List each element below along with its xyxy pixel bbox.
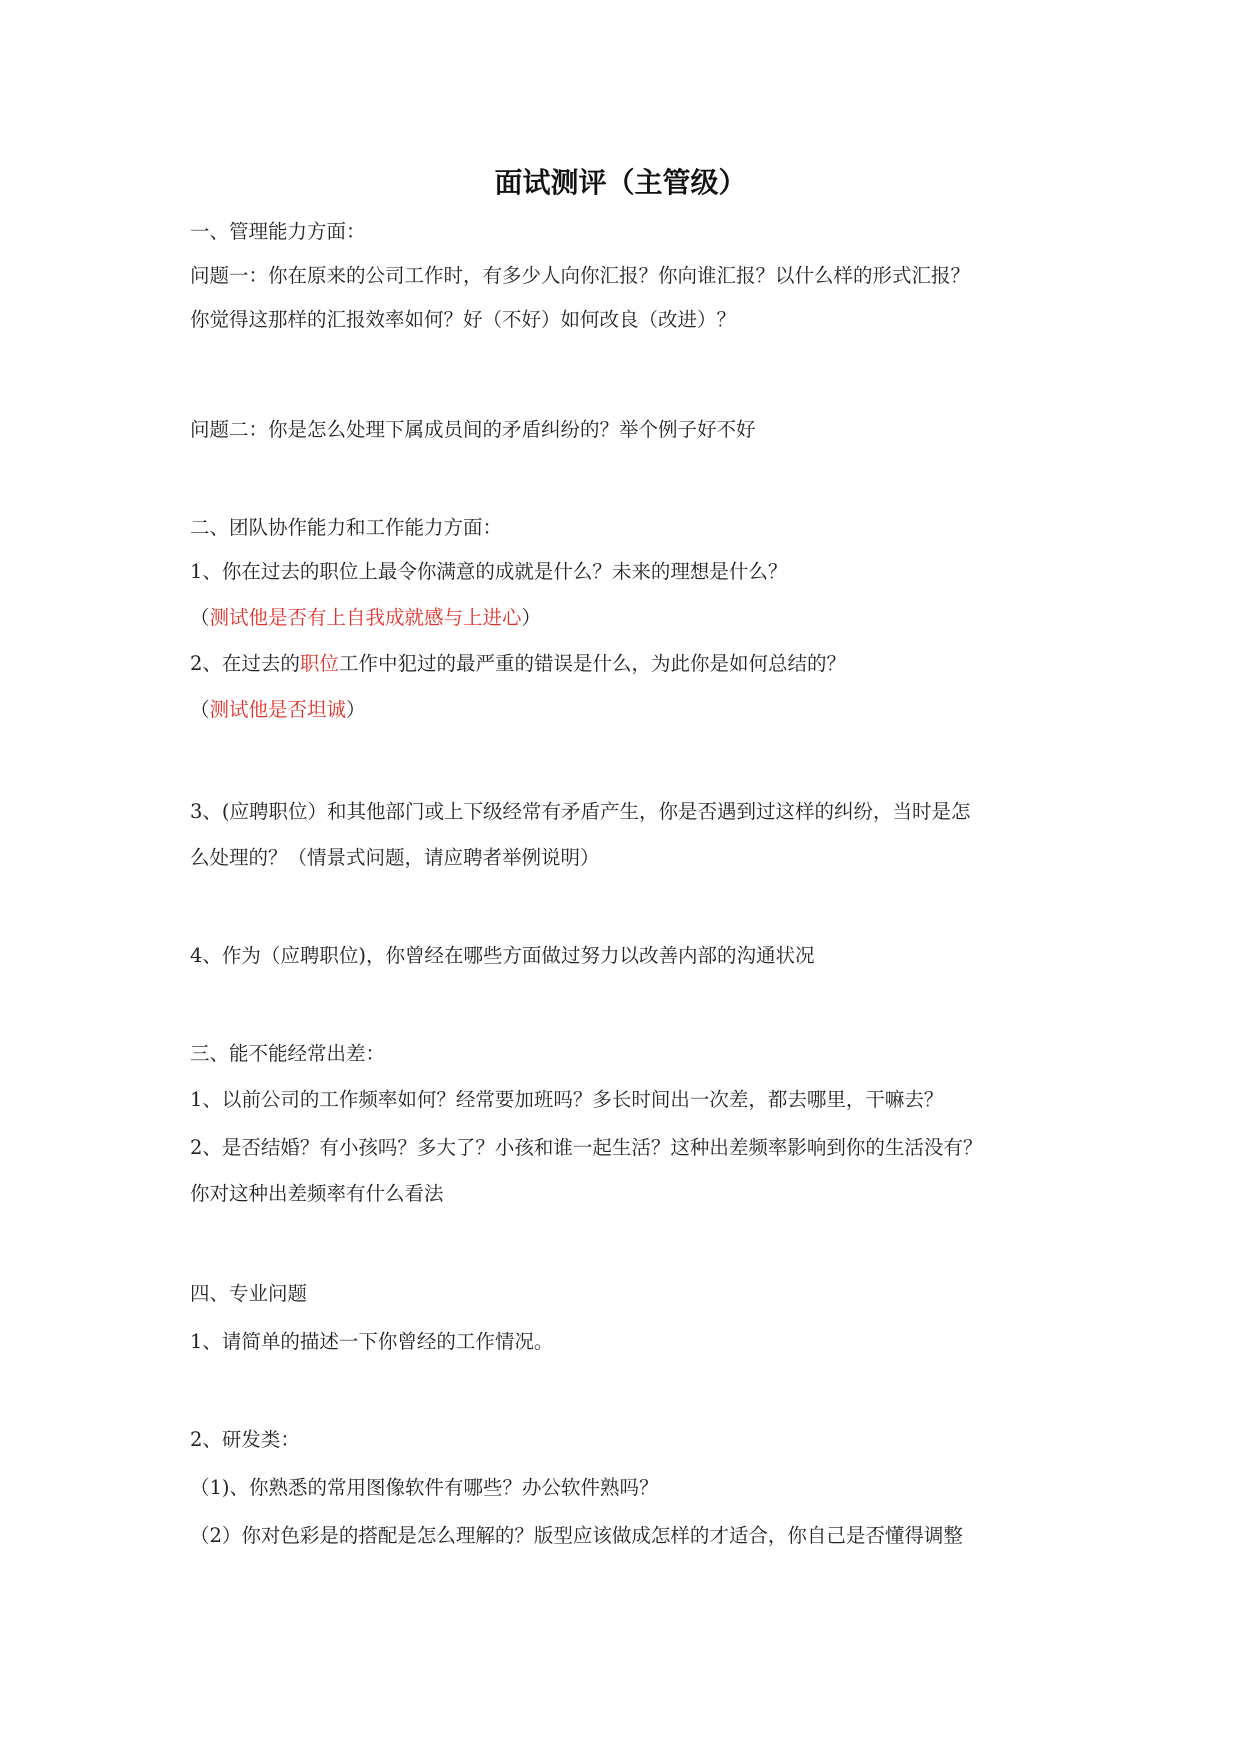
question-2-highlight: 职位 [299,652,339,675]
question-2-prefix: 2、在过去的 [190,652,300,675]
question-2-suffix: 工作中犯过的最严重的错误是什么，为此你是如何总结的？ [338,652,846,675]
professional-question-2-item-2: （2）你对色彩是的搭配是怎么理解的？版型应该做成怎样的才适合，你自己是否懂得调整 [190,1524,963,1547]
travel-question-1: 1、以前公司的工作频率如何？经常要加班吗？多长时间出一次差，都去哪里，干嘛去？ [190,1088,944,1111]
teamwork-question-3-line-1: 3、(应聘职位）和其他部门或上下级经常有矛盾产生，你是否遇到过这样的纠纷，当时是怎 [190,800,971,823]
note-open-paren: （ [190,698,210,721]
travel-question-2-line-2: 你对这种出差频率有什么看法 [190,1182,444,1205]
management-question-1-line-2: 你觉得这那样的汇报效率如何？好（不好）如何改良（改进）？ [190,308,737,331]
teamwork-question-2 [190,650,1070,678]
teamwork-question-2-note [190,696,1070,724]
section-heading-teamwork: 二、团队协作能力和工作能力方面： [190,516,503,539]
section-heading-travel: 三、能不能经常出差： [190,1042,386,1065]
management-question-2: 问题二：你是怎么处理下属成员间的矛盾纠纷的？举个例子好不好 [190,418,756,441]
note-highlight-text: 测试他是否有上自我成就感与上进心 [209,606,522,629]
section-heading-professional: 四、专业问题 [190,1282,308,1305]
professional-question-1: 1、请简单的描述一下你曾经的工作情况。 [190,1330,554,1353]
teamwork-question-4: 4、作为（应聘职位)，你曾经在哪些方面做过努力以改善内部的沟通状况 [190,944,815,967]
professional-question-2-heading: 2、研发类： [190,1428,300,1451]
teamwork-question-1: 1、你在过去的职位上最令你满意的成就是什么？未来的理想是什么？ [190,560,788,583]
section-heading-management: 一、管理能力方面： [190,220,366,243]
note-close-paren: ） [346,698,366,721]
teamwork-question-3-line-2: 么处理的？（情景式问题，请应聘者举例说明） [190,846,600,869]
note-highlight-text: 测试他是否坦诚 [209,698,347,721]
professional-question-2-item-1: （1)、你熟悉的常用图像软件有哪些？办公软件熟吗？ [190,1476,659,1499]
page-title: 面试测评（主管级） [494,166,747,199]
note-close-paren: ） [521,606,542,629]
note-open-paren: （ [190,606,210,629]
management-question-1-line-1: 问题一：你在原来的公司工作时，有多少人向你汇报？你向谁汇报？以什么样的形式汇报？ [190,264,971,287]
teamwork-question-1-note [190,604,1070,632]
travel-question-2-line-1: 2、是否结婚？有小孩吗？多大了？小孩和谁一起生活？这种出差频率影响到你的生活没有？ [190,1136,983,1159]
